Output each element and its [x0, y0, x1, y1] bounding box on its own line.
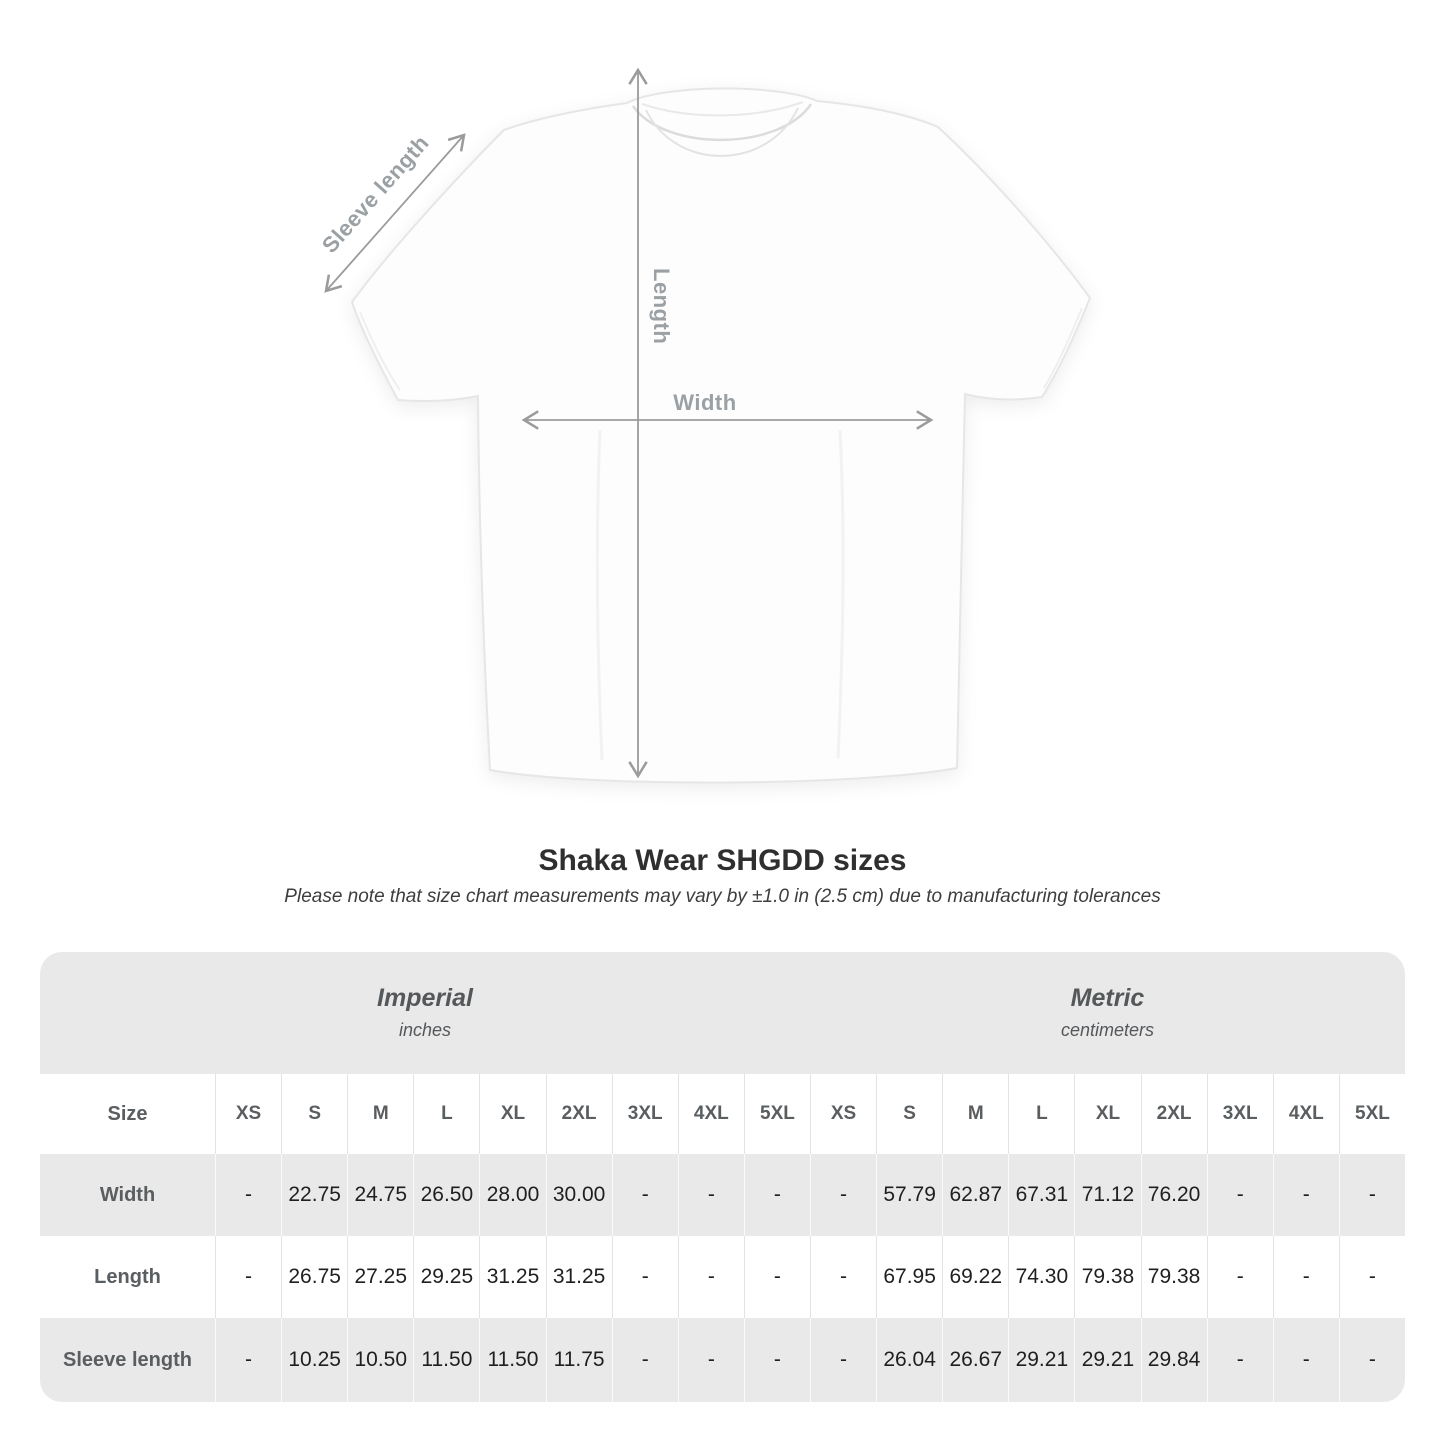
size-col-header: 4XL	[1273, 1074, 1339, 1154]
cell: 10.25	[281, 1318, 347, 1402]
size-col-header: L	[1008, 1074, 1074, 1154]
cell: -	[215, 1318, 281, 1402]
cell: -	[1207, 1154, 1273, 1236]
metric-unit: centimeters	[1060, 1020, 1155, 1041]
cell: 11.75	[546, 1318, 612, 1402]
page-title: Shaka Wear SHGDD sizes	[538, 844, 907, 877]
cell: 11.50	[479, 1318, 545, 1402]
cell: 67.95	[876, 1236, 942, 1318]
cell: 79.38	[1141, 1236, 1207, 1318]
size-col-header: M	[347, 1074, 413, 1154]
cell: -	[810, 1318, 876, 1402]
cell: -	[1273, 1154, 1339, 1236]
cell: 26.04	[876, 1318, 942, 1402]
size-col-header: XL	[1074, 1074, 1140, 1154]
cell: -	[678, 1318, 744, 1402]
table-row-width	[40, 1154, 1405, 1236]
cell: 31.25	[479, 1236, 545, 1318]
cell: -	[1339, 1154, 1405, 1236]
imperial-group-header	[40, 952, 810, 1074]
unit-group-header-row	[40, 952, 1405, 1074]
cell: 28.00	[479, 1154, 545, 1236]
cell: 26.50	[413, 1154, 479, 1236]
cell: 27.25	[347, 1236, 413, 1318]
cell: 22.75	[281, 1154, 347, 1236]
cell: -	[1339, 1318, 1405, 1402]
cell: 62.87	[942, 1154, 1008, 1236]
size-chart-table	[40, 952, 1405, 1402]
cell: -	[215, 1154, 281, 1236]
cell: -	[1207, 1236, 1273, 1318]
size-col-header: XS	[215, 1074, 281, 1154]
cell: -	[1273, 1318, 1339, 1402]
cell: 30.00	[546, 1154, 612, 1236]
row-label: Length	[94, 1265, 161, 1288]
cell: -	[678, 1154, 744, 1236]
cell: -	[678, 1236, 744, 1318]
cell: -	[810, 1236, 876, 1318]
row-label: Width	[99, 1183, 156, 1206]
cell: 74.30	[1008, 1236, 1074, 1318]
cell: 24.75	[347, 1154, 413, 1236]
cell: 71.12	[1074, 1154, 1140, 1236]
cell: -	[1339, 1236, 1405, 1318]
cell: -	[612, 1236, 678, 1318]
row-label: Sleeve length	[63, 1348, 192, 1371]
width-label: Width	[673, 390, 737, 415]
size-corner-header: Size	[107, 1102, 148, 1125]
metric-group-header	[810, 952, 1405, 1074]
cell: 76.20	[1141, 1154, 1207, 1236]
cell: -	[744, 1236, 810, 1318]
page-subtitle: Please note that size chart measurements may vary by ±1.0 in (2.5 cm) due to manufacturing tolerances	[284, 886, 1161, 907]
cell: -	[1273, 1236, 1339, 1318]
size-col-header: 5XL	[1339, 1074, 1405, 1154]
cell: 79.38	[1074, 1236, 1140, 1318]
cell: -	[810, 1154, 876, 1236]
imperial-label: Imperial	[377, 983, 473, 1012]
cell: 29.84	[1141, 1318, 1207, 1402]
imperial-unit: inches	[398, 1020, 451, 1041]
cell: 29.21	[1074, 1318, 1140, 1402]
size-col-header: S	[876, 1074, 942, 1154]
cell: 67.31	[1008, 1154, 1074, 1236]
size-col-header: XL	[479, 1074, 545, 1154]
size-col-header: 4XL	[678, 1074, 744, 1154]
size-chart-section	[0, 952, 1445, 1402]
length-label: Length	[649, 268, 674, 345]
size-col-header: 2XL	[1141, 1074, 1207, 1154]
cell: 29.21	[1008, 1318, 1074, 1402]
size-col-header: M	[942, 1074, 1008, 1154]
table-row-length	[40, 1236, 1405, 1318]
cell: 69.22	[942, 1236, 1008, 1318]
cell: -	[612, 1318, 678, 1402]
cell: -	[1207, 1318, 1273, 1402]
cell: -	[215, 1236, 281, 1318]
cell: 26.67	[942, 1318, 1008, 1402]
table-row-sleeve-length	[40, 1318, 1405, 1402]
size-col-header: 3XL	[1207, 1074, 1273, 1154]
size-col-header: 5XL	[744, 1074, 810, 1154]
size-col-header: L	[413, 1074, 479, 1154]
cell: 31.25	[546, 1236, 612, 1318]
sleeve-length-label: Sleeve length	[316, 130, 434, 258]
cell: 26.75	[281, 1236, 347, 1318]
cell: 29.25	[413, 1236, 479, 1318]
metric-label: Metric	[1070, 983, 1145, 1012]
tshirt-silhouette	[352, 88, 1090, 782]
cell: -	[744, 1154, 810, 1236]
cell: 57.79	[876, 1154, 942, 1236]
size-col-header: 3XL	[612, 1074, 678, 1154]
size-col-header: 2XL	[546, 1074, 612, 1154]
cell: -	[612, 1154, 678, 1236]
size-col-header: XS	[810, 1074, 876, 1154]
size-header-row	[40, 1074, 1405, 1154]
size-col-header: S	[281, 1074, 347, 1154]
cell: -	[744, 1318, 810, 1402]
cell: 10.50	[347, 1318, 413, 1402]
cell: 11.50	[413, 1318, 479, 1402]
